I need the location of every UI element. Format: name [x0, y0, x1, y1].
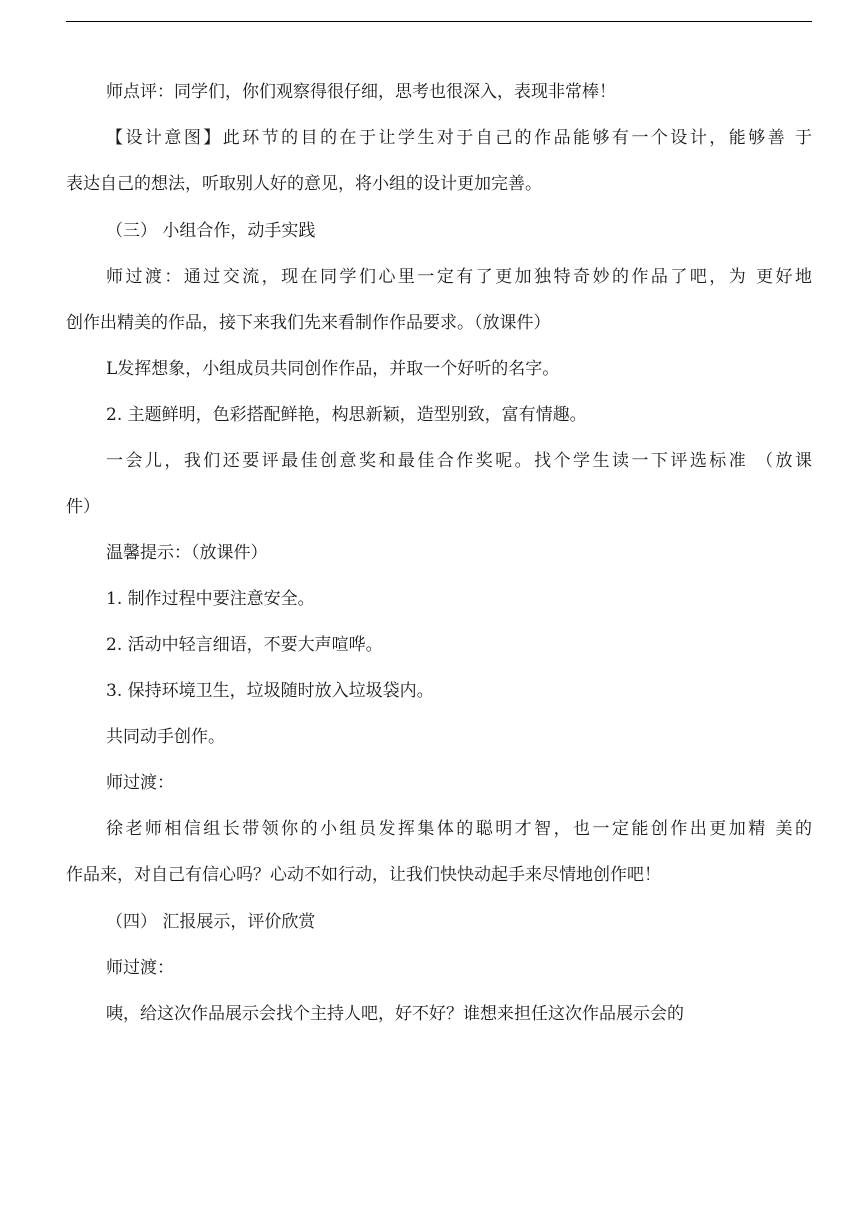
list-item-tip-2: 2. 活动中轻言细语，不要大声喧哗。 — [106, 635, 383, 655]
section-heading-3: （三） 小组合作，动手实践 — [106, 221, 316, 241]
paragraph-teacher-comment: 师点评：同学们，你们观察得很仔细，思考也很深入，表现非常棒！ — [106, 82, 616, 102]
section-heading-4: （四） 汇报展示，评价欣赏 — [106, 912, 316, 932]
paragraph-teacher-transition: 师过渡： — [106, 773, 174, 793]
paragraph-design-intent-line1 — [66, 118, 812, 158]
document-body — [66, 72, 812, 1034]
paragraph-teacher-transition-2: 师过渡： — [106, 958, 174, 978]
paragraph-host-question: 咦，给这次作品展示会找个主持人吧，好不好？谁想来担任这次作品展示会的 — [106, 1004, 684, 1024]
paragraph-encourage-line1 — [66, 809, 812, 849]
paragraph-design-intent-line2: 表达自己的想法，听取别人好的意见，将小组的设计更加完善。 — [66, 174, 542, 194]
paragraph-text: 徐老师相信组长带领你的小组员发挥集体的聪明才智，也一定能创作出更加精 美的 — [106, 819, 812, 839]
paragraph-text: 【设计意图】此环节的目的在于让学生对于自己的作品能够有一个设计，能够善 于 — [106, 128, 812, 148]
list-item-tip-3: 3. 保持环境卫生，垃圾随时放入垃圾袋内。 — [106, 681, 434, 701]
paragraph-encourage-line2: 作品来，对自己有信心吗？心动不如行动，让我们快快动起手来尽情地创作吧！ — [66, 865, 661, 885]
header-rule — [66, 21, 812, 22]
paragraph-text: 师过渡：通过交流，现在同学们心里一定有了更加独特奇妙的作品了吧，为 更好地 — [106, 267, 812, 287]
paragraph-award-line2: 件） — [66, 497, 100, 517]
paragraph-award-line1 — [66, 441, 812, 481]
paragraph-transition-line2: 创作出精美的作品，接下来我们先来看制作作品要求。（放课件） — [66, 313, 551, 333]
list-item-requirement-1: L发挥想象，小组成员共同创作作品，并取一个好听的名字。 — [106, 359, 560, 379]
paragraph-create-together: 共同动手创作。 — [106, 727, 225, 747]
list-item-tip-1: 1. 制作过程中要注意安全。 — [106, 589, 315, 609]
paragraph-tips-heading: 温馨提示：（放课件） — [106, 543, 268, 563]
list-item-requirement-2: 2. 主题鲜明，色彩搭配鲜艳，构思新颖，造型别致，富有情趣。 — [106, 405, 587, 425]
paragraph-text: 一会儿，我们还要评最佳创意奖和最佳合作奖呢。找个学生读一下评选标准 （放课 — [106, 451, 812, 471]
paragraph-transition-line1 — [66, 257, 812, 297]
